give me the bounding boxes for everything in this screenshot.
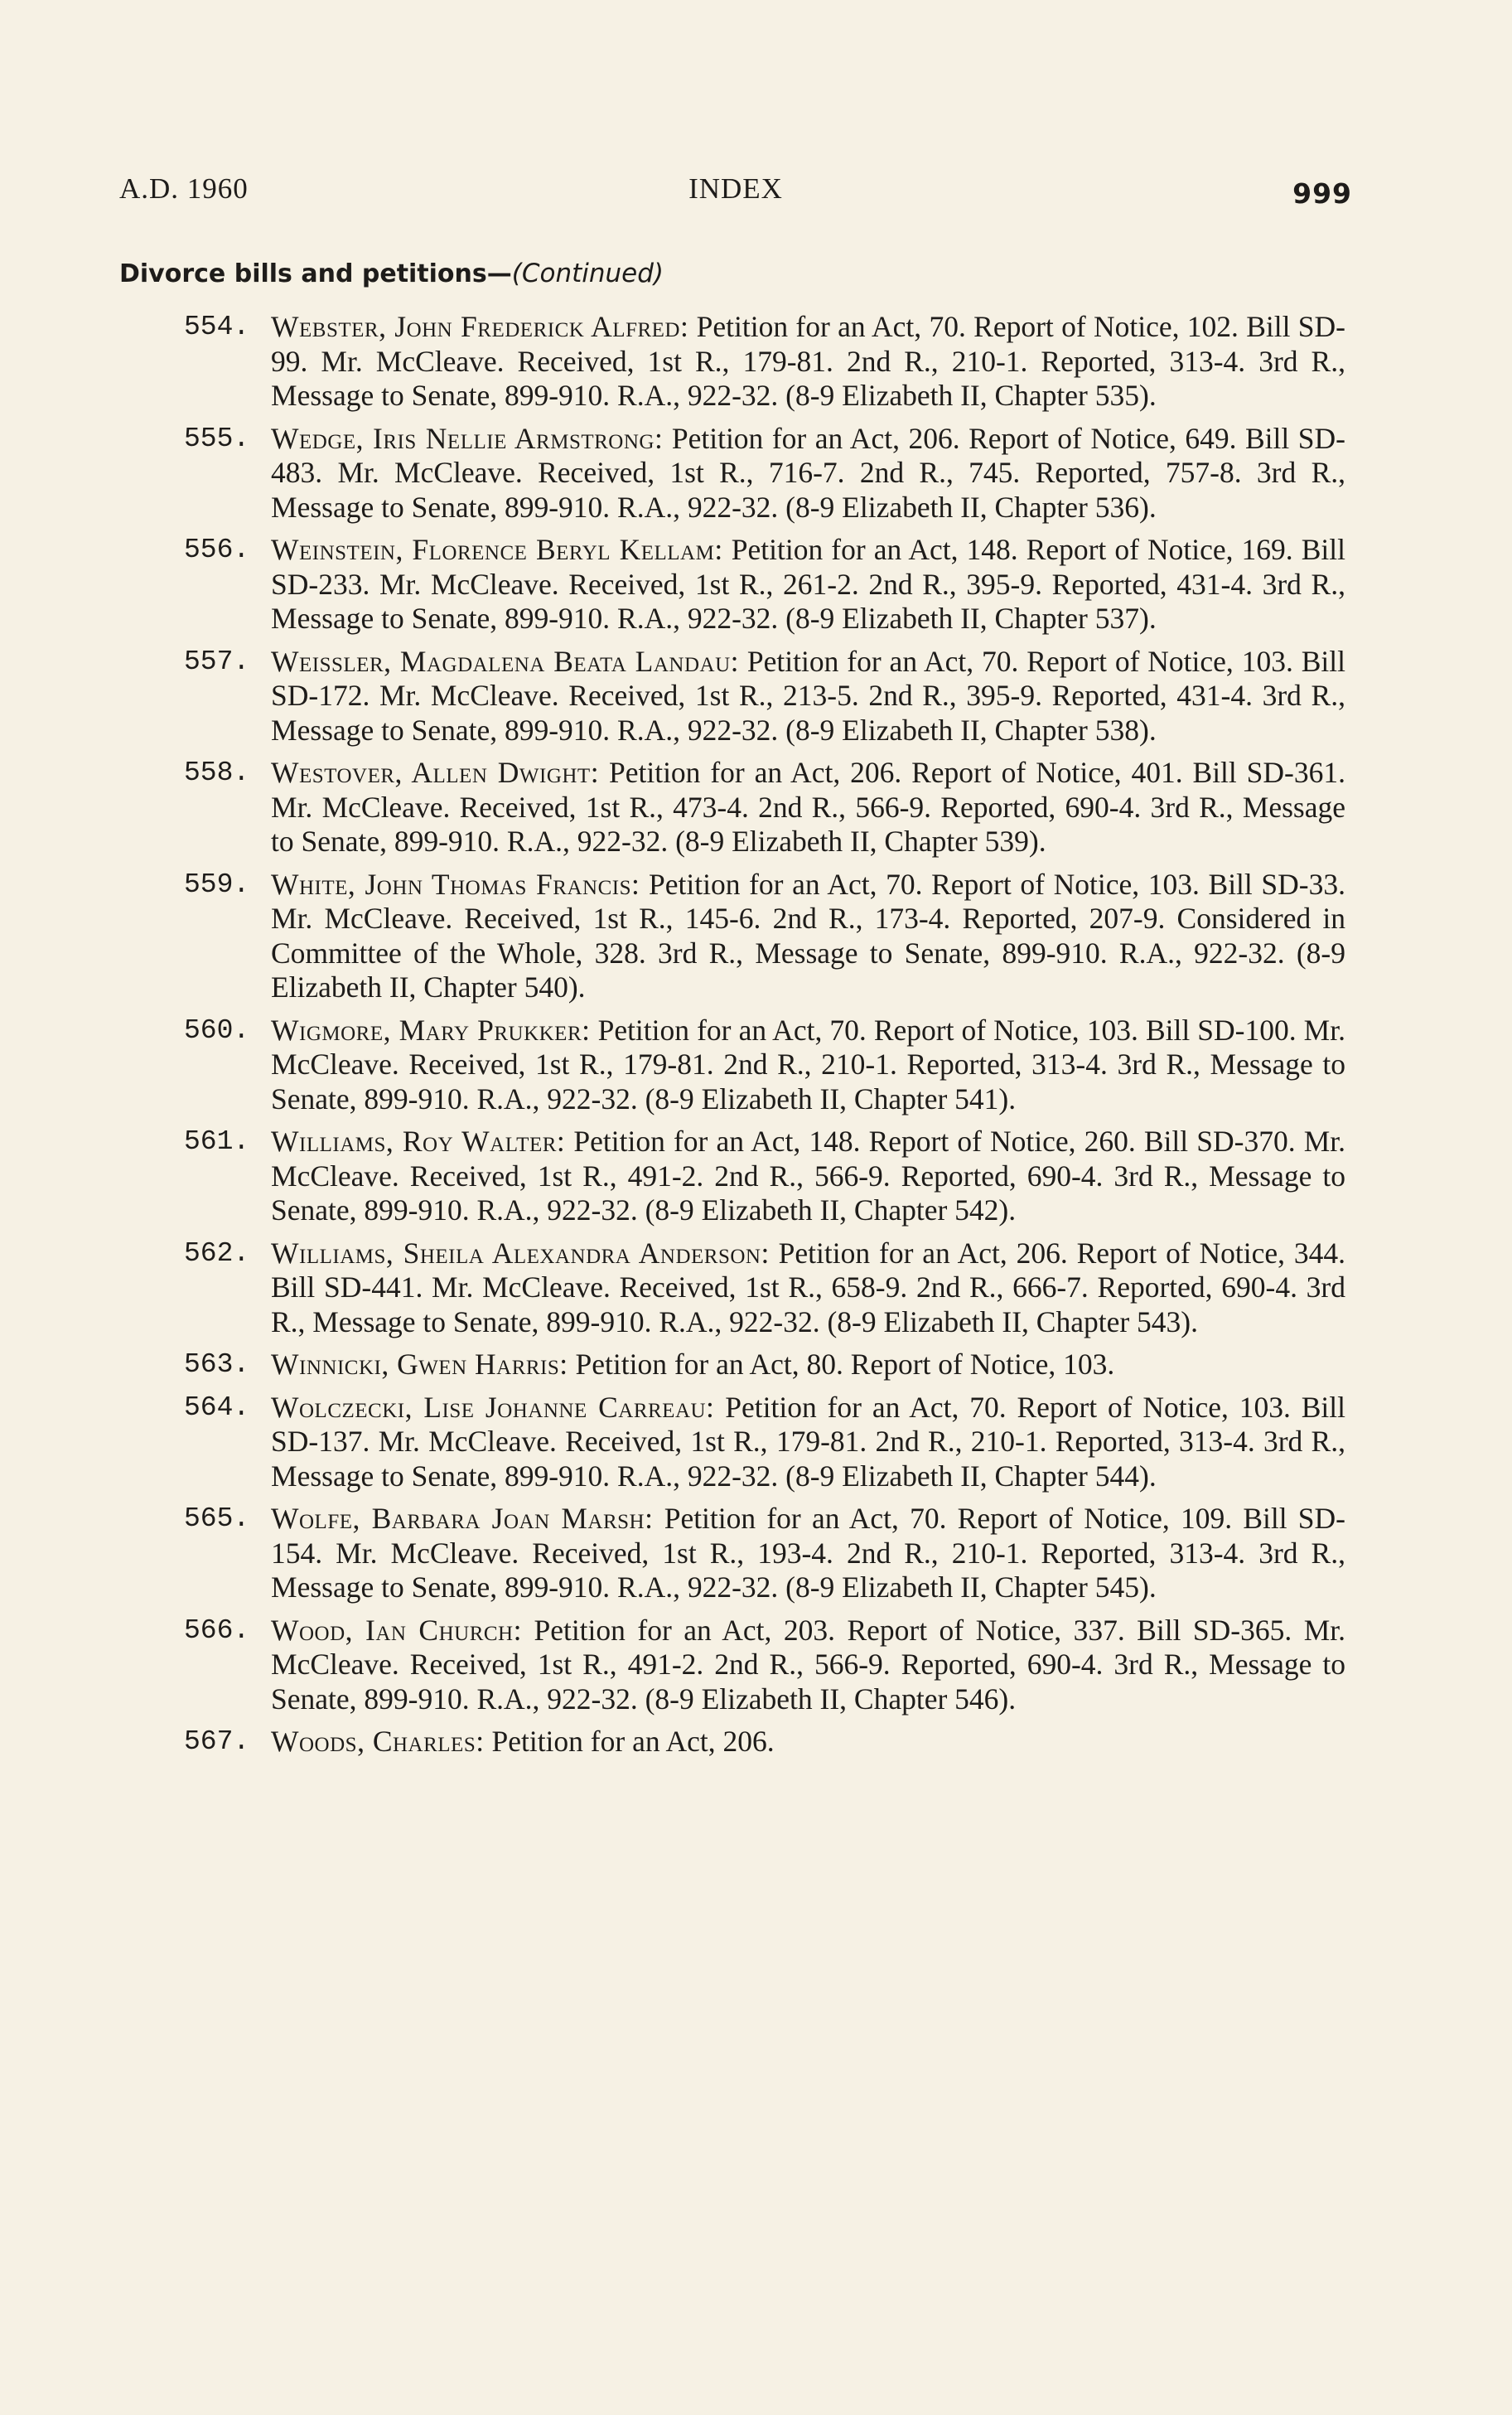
entry-number: 555.	[184, 423, 250, 454]
index-entry	[119, 310, 1345, 414]
entry-number: 560.	[184, 1014, 250, 1046]
entry-number: 554.	[184, 312, 250, 342]
index-entry	[119, 1502, 1345, 1605]
index-entry	[119, 1125, 1345, 1228]
index-entry	[119, 422, 1345, 525]
entry-number: 561.	[184, 1126, 250, 1157]
entry-text: Petition for an Act, 206. Report of Notice, 344. Bill SD-441. Mr. McCleave. Received, 1st R., 658-9. 2nd R., 666-7. Reported, 690-4. 3rd R., Message to Senate, 899-910. R.A., 922-32. (8-9 Elizabeth II, Chapter 543).	[271, 1236, 1345, 1338]
entry-number: 567.	[184, 1726, 250, 1757]
entry-name: Webster, John Frederick Alfred:	[271, 310, 689, 343]
index-entry	[119, 645, 1345, 748]
index-entry	[119, 1014, 1345, 1117]
entry-number: 565.	[184, 1503, 250, 1534]
running-header	[119, 172, 1352, 214]
index-entry	[119, 1391, 1345, 1494]
entry-number: 562.	[184, 1237, 250, 1269]
entry-name: Williams, Roy Walter:	[271, 1125, 566, 1158]
entry-text: Petition for an Act, 206. Report of Notice, 401. Bill SD-361. Mr. McCleave. Received, 1st R., 473-4. 2nd R., 566-9. Reported, 690-4. 3rd R., Message to Senate, 899-910. R.A., 922-32. (8-9 Elizabeth II, Chapter 539).	[271, 756, 1346, 858]
entry-number: 559.	[184, 869, 250, 900]
entry-text: Petition for an Act, 206. Report of Notice, 649. Bill SD-483. Mr. McCleave. Received, 1st R., 716-7. 2nd R., 745. Reported, 757-8. 3rd R., Message to Senate, 899-910. R.A., 922-32. (8-9 Elizabeth II, Chapter 536).	[271, 421, 1345, 524]
index-entry	[119, 868, 1345, 1005]
entry-name: Westover, Allen Dwight:	[271, 756, 600, 789]
entry-name: White, John Thomas Francis:	[271, 867, 640, 901]
index-entry	[119, 1614, 1345, 1717]
entry-name: Woods, Charles:	[271, 1725, 485, 1758]
entry-text: Petition for an Act, 70. Report of Notice, 102. Bill SD-99. Mr. McCleave. Received, 1st R., 179-81. 2nd R., 210-1. Reported, 313-4. 3rd R., Message to Senate, 899-910. R.A., 922-32. (8-9 Elizabeth II, Chapter 535).	[271, 310, 1346, 412]
header-year: A.D. 1960	[119, 172, 249, 205]
entry-name: Wolfe, Barbara Joan Marsh:	[271, 1502, 654, 1535]
entry-number: 564.	[184, 1391, 250, 1423]
entry-name: Williams, Sheila Alexandra Anderson:	[271, 1236, 770, 1270]
entry-text: Petition for an Act, 206.	[484, 1725, 775, 1758]
index-entry	[119, 1725, 1345, 1759]
entry-name: Winnicki, Gwen Harris:	[271, 1348, 568, 1381]
entry-text: Petition for an Act, 70. Report of Notice, 103. Bill SD-137. Mr. McCleave. Received, 1st R., 179-81. 2nd R., 210-1. Reported, 313-4. 3rd R., Message to Senate, 899-910. R.A., 922-32. (8-9 Elizabeth II, Chapter 544).	[271, 1390, 1345, 1493]
entry-name: Wolczecki, Lise Johanne Carreau:	[271, 1390, 715, 1424]
entry-number: 556.	[184, 535, 250, 565]
entry-text: Petition for an Act, 70. Report of Notice, 103. Bill SD-172. Mr. McCleave. Received, 1st R., 213-5. 2nd R., 395-9. Reported, 431-4. 3rd R., Message to Senate, 899-910. R.A., 922-32. (8-9 Elizabeth II, Chapter 538).	[271, 644, 1345, 747]
entry-name: Wedge, Iris Nellie Armstrong:	[271, 421, 664, 455]
section-heading	[119, 259, 664, 289]
entry-text: Petition for an Act, 80. Report of Notice, 103.	[568, 1348, 1115, 1381]
index-entry	[119, 1237, 1345, 1340]
page-number: 999	[1292, 177, 1352, 210]
entry-text: Petition for an Act, 148. Report of Notice, 169. Bill SD-233. Mr. McCleave. Received, 1st R., 261-2. 2nd R., 395-9. Reported, 431-4. 3rd R., Message to Senate, 899-910. R.A., 922-32. (8-9 Elizabeth II, Chapter 537).	[271, 533, 1345, 635]
section-heading-continued: (Continued)	[511, 259, 664, 288]
header-title: INDEX	[688, 172, 783, 205]
index-entry	[119, 533, 1345, 636]
index-entry-list	[119, 310, 1345, 1768]
index-entry	[119, 756, 1345, 859]
entry-text: Petition for an Act, 203. Report of Notice, 337. Bill SD-365. Mr. McCleave. Received, 1st R., 491-2. 2nd R., 566-9. Reported, 690-4. 3rd R., Message to Senate, 899-910. R.A., 922-32. (8-9 Elizabeth II, Chapter 546).	[271, 1613, 1346, 1716]
index-entry	[119, 1348, 1345, 1382]
entry-text: Petition for an Act, 70. Report of Notice, 109. Bill SD-154. Mr. McCleave. Received, 1st R., 193-4. 2nd R., 210-1. Reported, 313-4. 3rd R., Message to Senate, 899-910. R.A., 922-32. (8-9 Elizabeth II, Chapter 545).	[271, 1502, 1346, 1604]
entry-name: Wood, Ian Church:	[271, 1613, 522, 1647]
entry-text: Petition for an Act, 70. Report of Notice, 103. Bill SD-33. Mr. McCleave. Received, 1st R., 145-6. 2nd R., 173-4. Reported, 207-9. Considered in Committee of the Whole, 328. 3rd R., Message to Senate, 899-910. R.A., 922-32. (8-9 Elizabeth II, Chapter 540).	[271, 867, 1346, 1004]
section-heading-title: Divorce bills and petitions—	[119, 259, 512, 288]
entry-name: Weissler, Magdalena Beata Landau:	[271, 644, 740, 678]
entry-number: 563.	[184, 1349, 250, 1380]
entry-text: Petition for an Act, 70. Report of Notice, 103. Bill SD-100. Mr. McCleave. Received, 1st R., 179-81. 2nd R., 210-1. Reported, 313-4. 3rd R., Message to Senate, 899-910. R.A., 922-32. (8-9 Elizabeth II, Chapter 541).	[271, 1013, 1345, 1116]
entry-number: 558.	[184, 757, 250, 788]
entry-text: Petition for an Act, 148. Report of Notice, 260. Bill SD-370. Mr. McCleave. Received, 1st R., 491-2. 2nd R., 566-9. Reported, 690-4. 3rd R., Message to Senate, 899-910. R.A., 922-32. (8-9 Elizabeth II, Chapter 542).	[271, 1125, 1345, 1227]
entry-name: Weinstein, Florence Beryl Kellam:	[271, 533, 723, 566]
entry-number: 566.	[184, 1614, 250, 1646]
entry-number: 557.	[184, 646, 250, 677]
entry-name: Wigmore, Mary Prukker:	[271, 1013, 591, 1047]
